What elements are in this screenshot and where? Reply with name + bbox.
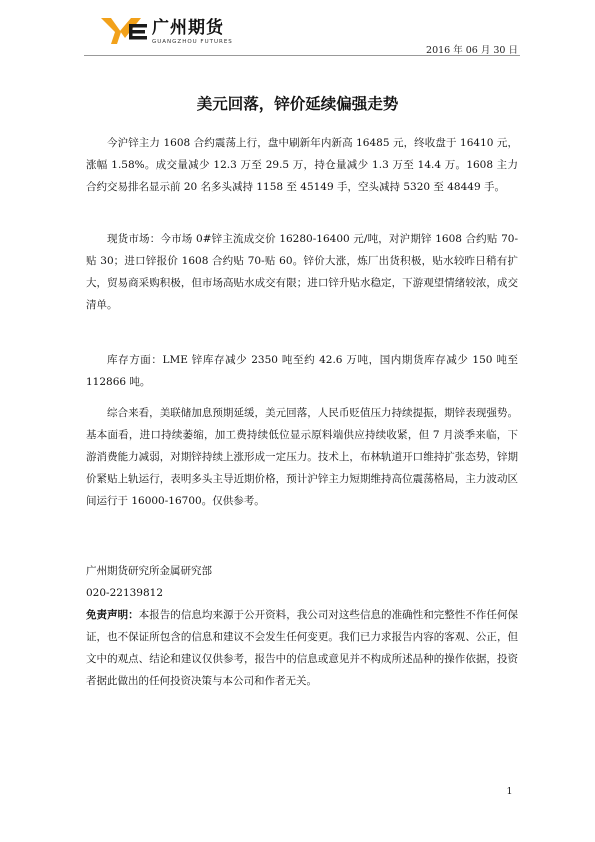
disclaimer-text: 本报告的信息均来源于公开资料，我公司对这些信息的准确性和完整性不作任何保证，也不保证所包含的信息和建议不会发生任何变更。我们已力求报告内容的客观、公正，但文中的观点、结论和建议仅供参考，报告中的信息或意见并不构成所述品种的操作依据，投资者据此做出的任何投资决策与本公司和作者无关。 [86, 609, 518, 687]
page-header [0, 0, 595, 58]
page-number-container [0, 786, 595, 797]
paragraph-market-summary: 今沪锌主力 1608 合约震荡上行，盘中刷新年内新高 16485 元，终收盘于 16410 元，涨幅 1.58%。成交量减少 12.3 万至 29.5 万，持仓量减少 1.3 万至 14.4 万。1608 主力合约交易排名显示前 20 名多头减持 1158 至 45149 手，空头减持 5320 至 48449 手。 [86, 137, 518, 193]
contact-phone: 020-22139812 [86, 587, 164, 599]
disclaimer [86, 604, 518, 692]
report-title: 美元回落，锌价延续偏强走势 [196, 95, 399, 113]
research-department: 广州期货研究所金属研究部 [86, 565, 212, 577]
company-logo-icon [101, 16, 149, 46]
page-number: 1 [506, 786, 513, 797]
paragraph-spot-market: 现货市场：今市场 0#锌主流成交价 16280-16400 元/吨，对沪期锌 1608 合约贴 70-贴 30；进口锌报价 1608 合约贴 70-贴 60。锌价大涨，炼厂出货积极，贴水较昨日稍有扩大，贸易商采购积极，但市场高贴水成交有限；进口锌升贴水稳定，下游观望情绪较浓，成交清单。 [86, 233, 518, 311]
brand-name-en: GUANGZHOU FUTURES [152, 39, 233, 45]
disclaimer-label: 免责声明： [86, 609, 139, 621]
brand-name-cn: 广州期货 [152, 18, 224, 38]
paragraph-outlook: 综合来看，美联储加息预期延缓，美元回落，人民币贬值压力持续提振，期锌表现强势。基本面看，进口持续萎缩，加工费持续低位显示原料端供应持续收紧，但 7 月淡季来临，下游消费能力减弱，对期锌持续上涨形成一定压力。技术上，布林轨道开口维持扩张态势，锌期价紧贴上轨运行，表明多头主导近期价格，预计沪锌主力短期维持高位震荡格局，主力波动区间运行于 16000-16700。仅供参考。 [86, 407, 518, 507]
header-divider [84, 55, 520, 56]
report-date: 2016 年 06 月 30 日 [426, 45, 518, 56]
paragraph-inventory: 库存方面：LME 锌库存减少 2350 吨至约 42.6 万吨，国内期货库存减少 150 吨至 112866 吨。 [86, 354, 518, 388]
